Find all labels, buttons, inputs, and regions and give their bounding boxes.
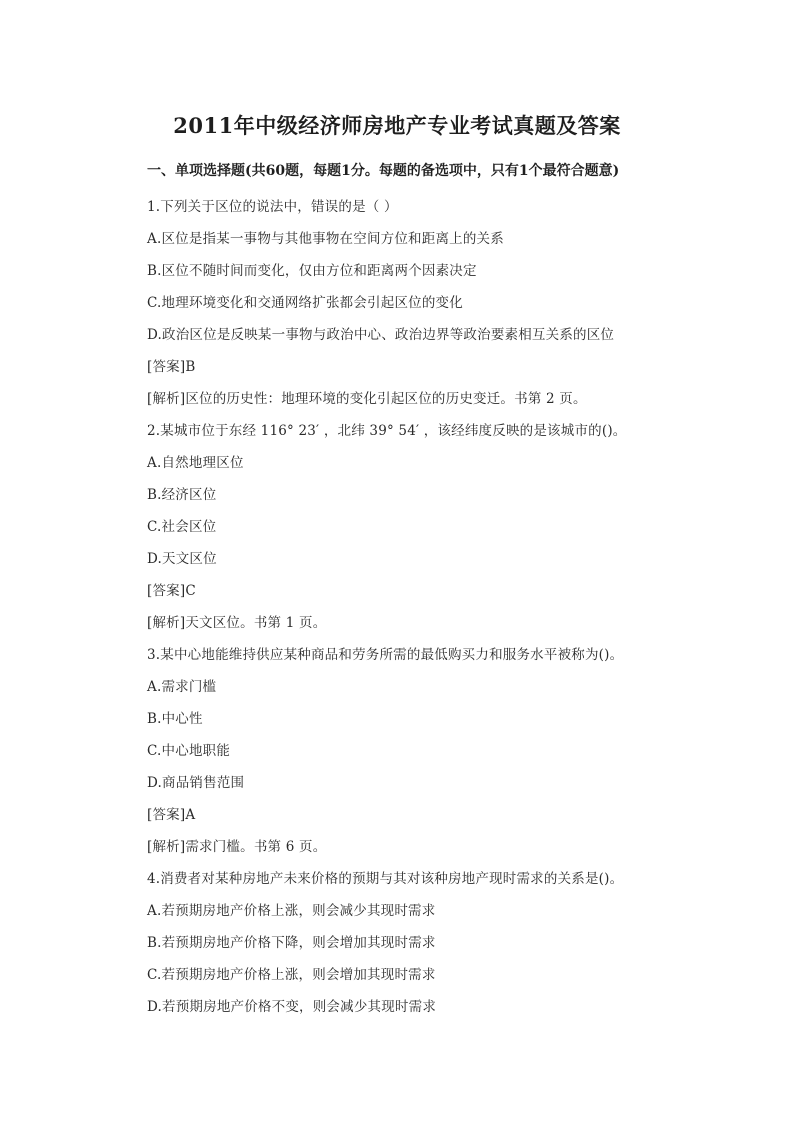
question-1-option-b: B.区位不随时间而变化，仅由方位和距离两个因素决定 [147, 263, 477, 279]
question-1-option-c: C.地理环境变化和交通网络扩张都会引起区位的变化 [147, 295, 463, 311]
question-3-stem: 3.某中心地能维持供应某种商品和劳务所需的最低购买力和服务水平被称为()。 [147, 647, 624, 663]
question-4-option-d: D.若预期房地产价格不变，则会减少其现时需求 [147, 999, 437, 1015]
question-3-option-b: B.中心性 [147, 711, 203, 727]
question-3-explanation: [解析]需求门槛。书第 6 页。 [147, 839, 327, 855]
question-1-explanation: [解析]区位的历史性：地理环境的变化引起区位的历史变迁。书第 2 页。 [147, 391, 587, 407]
question-3-option-d: D.商品销售范围 [147, 775, 245, 791]
question-3-answer: [答案]A [147, 807, 196, 823]
question-2-option-a: A.自然地理区位 [147, 455, 244, 471]
question-2-option-d: D.天文区位 [147, 551, 217, 567]
question-4-option-a: A.若预期房地产价格上涨，则会减少其现时需求 [147, 903, 436, 919]
question-2-stem: 2.某城市位于东经 116° 23′ ，北纬 39° 54′ ，该经纬度反映的是该城市的()。 [147, 423, 627, 439]
question-1-option-a: A.区位是指某一事物与其他事物在空间方位和距离上的关系 [147, 231, 504, 247]
question-2-option-b: B.经济区位 [147, 487, 217, 503]
question-4-stem: 4.消费者对某种房地产未来价格的预期与其对该种房地产现时需求的关系是()。 [147, 871, 624, 887]
document-title: 2011年中级经济师房地产专业考试真题及答案 [173, 113, 621, 138]
question-1-answer: [答案]B [147, 359, 196, 375]
section-heading: 一、单项选择题(共60题，每题1分。每题的备选项中，只有1个最符合题意) [147, 163, 620, 179]
question-4-option-c: C.若预期房地产价格上涨，则会增加其现时需求 [147, 967, 436, 983]
question-2-option-c: C.社会区位 [147, 519, 217, 535]
question-2-answer: [答案]C [147, 583, 196, 599]
question-1-option-d: D.政治区位是反映某一事物与政治中心、政治边界等政治要素相互关系的区位 [147, 327, 615, 343]
question-4-option-b: B.若预期房地产价格下降，则会增加其现时需求 [147, 935, 436, 951]
question-3-option-a: A.需求门槛 [147, 679, 217, 695]
question-1-stem: 1.下列关于区位的说法中，错误的是（ ） [147, 199, 398, 215]
question-3-option-c: C.中心地职能 [147, 743, 231, 759]
question-2-explanation: [解析]天文区位。书第 1 页。 [147, 615, 327, 631]
